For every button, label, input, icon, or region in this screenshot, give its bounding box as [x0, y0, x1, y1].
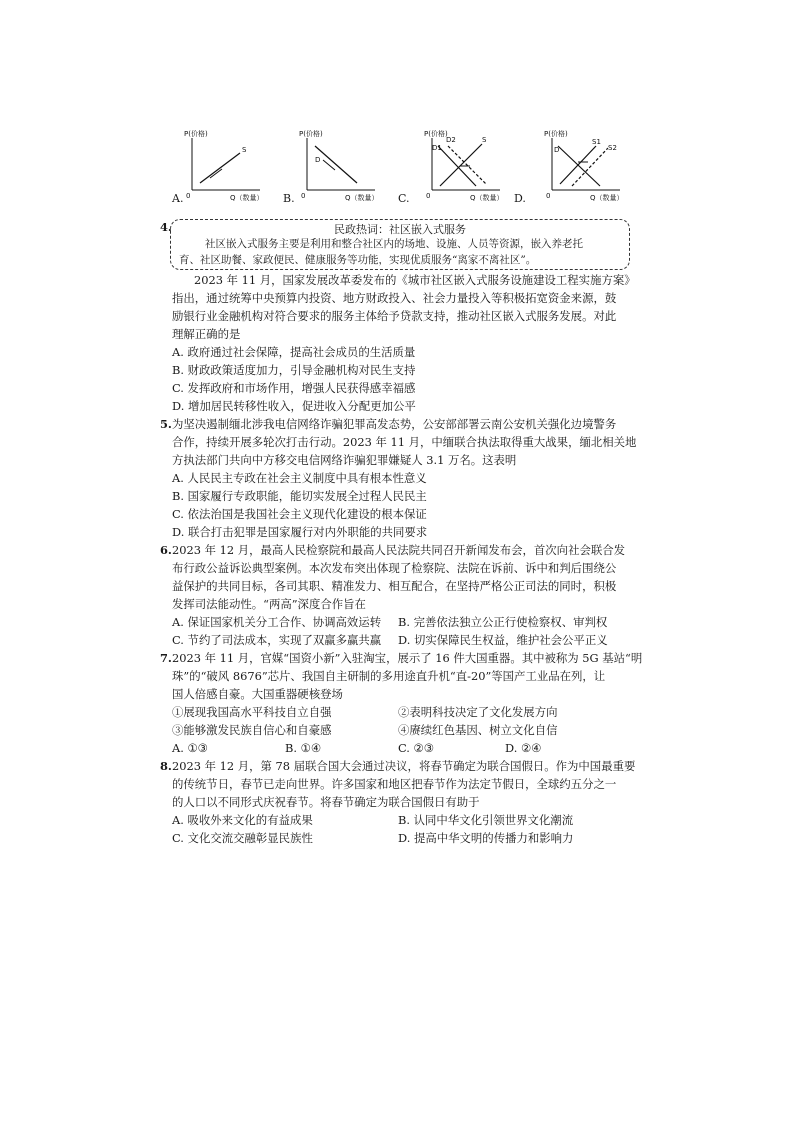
q6-option-d[interactable]: D. 切实保障民生权益，维护社会公平正义	[398, 633, 608, 647]
q-axis-label: Q（数量）	[230, 194, 264, 202]
q8-option-d[interactable]: D. 提高中华文明的传播力和影响力	[398, 831, 574, 845]
p-axis-label: P(价格)	[424, 130, 448, 138]
q8-stem-line3: 的人口以不同形式庆祝春节。将春节确定为联合国假日有助于	[172, 795, 480, 809]
graph-options	[170, 128, 630, 208]
graph-d-letter: D.	[514, 192, 526, 205]
origin-label: 0	[186, 192, 191, 200]
curve-label-d1: D1	[432, 144, 442, 152]
origin-label: 0	[426, 192, 431, 200]
graph-b	[285, 128, 385, 208]
q7-option-b[interactable]: B. ①④	[285, 741, 322, 755]
q7-stem-line2: 珠”的“破风 8676”芯片、我国自主研制的多用途直升机“直-20”等国产工业品在列，让	[172, 669, 606, 683]
q-axis-label: Q（数量）	[470, 194, 504, 202]
q4-option-b[interactable]: B. 财政政策适度加力，引导金融机构对民生支持	[172, 363, 416, 377]
q4-option-a[interactable]: A. 政府通过社会保障，提高社会成员的生活质量	[172, 345, 416, 359]
graph-a	[170, 128, 270, 208]
q6-option-b[interactable]: B. 完善依法独立公正行使检察权、审判权	[398, 615, 608, 629]
q7-number: 7.	[160, 651, 172, 665]
q6-stem-line4: 发挥司法能动性。“两高”深度合作旨在	[172, 597, 366, 611]
origin-label: 0	[301, 192, 306, 200]
q5-number: 5.	[160, 417, 172, 431]
q4-option-c[interactable]: C. 发挥政府和市场作用，增强人民获得感幸福感	[172, 381, 416, 395]
demand-curve	[315, 146, 357, 183]
q4-hot-word-box	[170, 219, 630, 270]
q5-option-b[interactable]: B. 国家履行专政职能，能切实发展全过程人民民主	[172, 489, 427, 503]
graph-c	[398, 128, 510, 208]
q8-option-b[interactable]: B. 认同中华文化引领世界文化潮流	[398, 813, 574, 827]
q5-stem-line3: 方执法部门共向中方移交电信网络诈骗犯罪嫌疑人 3.1 万名。这表明	[172, 453, 517, 467]
q7-item-4: ④赓续红色基因、树立文化自信	[398, 723, 558, 737]
graph-b-letter: B.	[283, 192, 295, 205]
graph-b-plot	[285, 128, 385, 208]
q4-box-line1: 社区嵌入式服务主要是利用和整合社区内的场地、设施、人员等资源，嵌入养老托	[205, 238, 583, 250]
q6-stem-line2: 布行政公益诉讼典型案例。本次发布突出体现了检察院、法院在诉前、诉中和判后围绕公	[172, 561, 617, 575]
p-axis-label: P(价格)	[299, 130, 323, 138]
q4-stem-line3: 励银行业金融机构对符合要求的服务主体给予贷款支持，推动社区嵌入式服务发展。对此	[172, 309, 617, 323]
q7-option-c[interactable]: C. ②③	[398, 741, 434, 755]
origin-label: 0	[546, 192, 551, 200]
demand-curve-d2	[448, 146, 486, 184]
q8-option-c[interactable]: C. 文化交流交融彰显民族性	[172, 831, 313, 845]
graph-c-plot	[410, 128, 510, 208]
q4-box-title: 民政热词：社区嵌入式服务	[334, 223, 466, 236]
p-axis-label: P(价格)	[184, 130, 208, 138]
curve-label-d: D	[554, 146, 560, 154]
curve-label: D	[315, 156, 321, 164]
q4-number: 4.	[160, 220, 172, 234]
q4-stem-line4: 理解正确的是	[172, 327, 241, 341]
q6-stem-line1: 2023 年 12 月，最高人民检察院和最高人民法院共同召开新闻发布会，首次向社会联合发	[172, 543, 626, 557]
q7-item-3: ③能够激发民族自信心和自豪感	[172, 723, 332, 737]
p-axis-label: P(价格)	[544, 130, 568, 138]
q8-stem-line1: 2023 年 12 月，第 78 届联合国大会通过决议，将春节确定为联合国假日。作为中国最重要	[172, 759, 636, 773]
q6-option-a[interactable]: A. 保证国家机关分工合作、协调高效运转	[172, 615, 382, 629]
graph-c-letter: C.	[398, 192, 410, 205]
supply-curve-s1	[560, 146, 596, 184]
q5-option-d[interactable]: D. 联合打击犯罪是国家履行对内外职能的共同要求	[172, 525, 428, 539]
graph-d	[514, 128, 630, 208]
q6-stem-line3: 益保护的共同目标，各司其职、精准发力、相互配合，在坚持严格公正司法的同时，积极	[172, 579, 617, 593]
q5-option-c[interactable]: C. 依法治国是我国社会主义现代化建设的根本保证	[172, 507, 427, 521]
graph-d-plot	[530, 128, 630, 208]
q6-option-c[interactable]: C. 节约了司法成本，实现了双赢多赢共赢	[172, 633, 382, 647]
q4-box-line2: 育、社区助餐、家政便民、健康服务等功能，实现优质服务“离家不离社区”。	[179, 254, 537, 266]
q7-option-d[interactable]: D. ②④	[505, 741, 542, 755]
demand-curve-d1	[438, 146, 476, 186]
graph-a-letter: A.	[172, 192, 184, 205]
q7-stem-line3: 国人倍感自豪。大国重器硬核登场	[172, 687, 343, 701]
q7-option-a[interactable]: A. ①③	[172, 741, 208, 755]
supply-curve	[200, 153, 240, 183]
q5-stem-line2: 合作，持续开展多轮次打击行动。2023 年 11 月，中缅联合执法取得重大战果，缅北相关地	[172, 435, 637, 449]
curve-label-s: S	[482, 136, 487, 144]
q8-option-a[interactable]: A. 吸收外来文化的有益成果	[172, 813, 313, 827]
q-axis-label: Q（数量）	[345, 194, 379, 202]
q8-stem-line2: 的传统节日，春节已走向世界。许多国家和地区把春节作为法定节假日，全球约五分之一	[172, 777, 617, 791]
q8-number: 8.	[160, 759, 172, 773]
curve-label: S	[242, 146, 247, 154]
q4-stem-line1: 2023 年 11 月，国家发展改革委发布的《城市社区嵌入式服务设施建设工程实施方案》	[194, 273, 636, 287]
q4-stem-line2: 指出，通过统筹中央预算内投资、地方财政投入、社会力量投入等积极拓宽资金来源，鼓	[172, 291, 617, 305]
q5-stem-line1: 为坚决遏制缅北涉我电信网络诈骗犯罪高发态势，公安部部署云南公安机关强化边境警务	[172, 417, 617, 431]
curve-label-s2: S2	[608, 144, 617, 152]
curve-label-s1: S1	[592, 138, 601, 146]
graph-a-plot	[170, 128, 270, 208]
q7-item-2: ②表明科技决定了文化发展方向	[398, 705, 558, 719]
q7-stem-line1: 2023 年 11 月，官媒“国资小新”入驻淘宝，展示了 16 件大国重器。其中被称为 5G 基站“明	[172, 651, 643, 665]
supply-curve	[440, 144, 482, 186]
supply-curve-s2	[572, 148, 608, 186]
q5-option-a[interactable]: A. 人民民主专政在社会主义制度中具有根本性意义	[172, 471, 427, 485]
curve-label-d2: D2	[446, 136, 456, 144]
q-axis-label: Q（数量）	[590, 194, 624, 202]
q4-option-d[interactable]: D. 增加居民转移性收入，促进收入分配更加公平	[172, 399, 416, 413]
q7-item-1: ①展现我国高水平科技自立自强	[172, 705, 332, 719]
q6-number: 6.	[160, 543, 172, 557]
